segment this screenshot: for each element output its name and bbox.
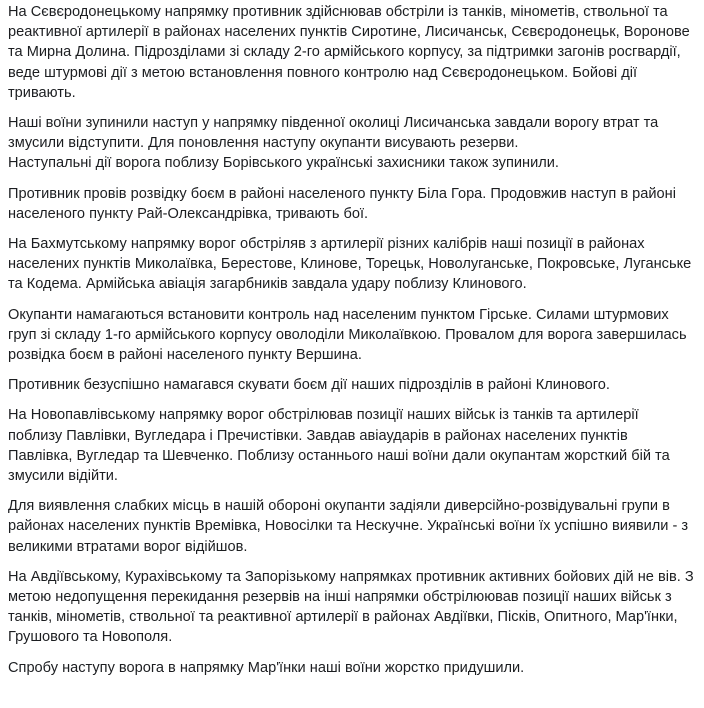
paragraph-avdiivka: На Авдіївському, Курахівському та Запорізькому напрямках противник активних бойових дій не вів. З метою недопущення перекидання резервів на інші напрямки обстрілюював позиції наших військ з танків, мінометів, ствольної та реактивної артилерії в районах Авдіївки, Пісків, Опитного, Мар'їнки, Грушового та Новополя. xyxy=(8,568,694,646)
paragraph-lysychansk: Наші воїни зупинили наступ у напрямку південної околиці Лисичанська завдали ворогу втрат та змусили відступити. Для поновлення наступу окупанти висувають резерви. xyxy=(8,115,659,152)
paragraph-hirske: Окупанти намагаються встановити контроль над населеним пунктом Гірське. Силами штурмових груп зі складу 1-го армійського корпусу оволоділи Миколаївкою. Провалом для ворога завершилась розвідка боєм в районі населеного пункту Вершина. xyxy=(8,306,687,364)
paragraph-marinka: Спробу наступу ворога в напрямку Мар'їнки наші воїни жорстко придушили. xyxy=(8,659,525,676)
paragraph-klynove: Противник безуспішно намагався скувати боєм дії наших підрозділів в районі Клинового. xyxy=(8,377,610,394)
paragraph-novopavlivka: На Новопавлівському напрямку ворог обстрілював позиції наших військ із танків та артилерії поблизу Павлівки, Вугледара і Пречистівки. Завдав авіаударів в районах населених пунктів Павлівка, Вугледар та Шевченко. Поблизу останнього наші воїни дали окупантам жорсткий бій та змусили відійти. xyxy=(8,407,670,485)
paragraph-sievierodonetsk: На Сєвєродонецькому напрямку противник здійснював обстріли із танків, мінометів, ствольної та реактивної артилерії в районах населених пунктів Сиротине, Лисичанськ, Сєвєродонецьк, Воронове та Мирна Долина. Підрозділами зі складу 2-го армійського корпусу, за підтримки загонів росгвардії, веде штурмові дії з метою встановлення повного контролю над Сєвєродонецьком. Бойові дії тривають. xyxy=(8,4,690,101)
paragraph-dr-groups: Для виявлення слабких місць в нашій обороні окупанти задіяли диверсійно-розвідувальні групи в районах населених пунктів Времівка, Новосілки та Нескучне. Українські воїни їх успішно виявили - з великими втратами ворог відійшов. xyxy=(8,498,689,555)
paragraph-borivske: Наступальні дії ворога поблизу Борівського українські захисники також зупинили. xyxy=(8,155,559,172)
paragraph-bakhmut: На Бахмутському напрямку ворог обстріляв з артилерії різних калібрів наші позиції в районах населених пунктів Миколаївка, Берестове, Клинове, Торецьк, Новолуганське, Покровське, Луганське та Кодема. Армійська авіація загарбників завдала удару поблизу Клинового. xyxy=(8,236,692,293)
paragraph-bila-hora: Противник провів розвідку боєм в районі населеного пункту Біла Гора. Продовжив наступ в районі населеного пункту Рай-Олександрівка, тривають бої. xyxy=(8,185,676,222)
